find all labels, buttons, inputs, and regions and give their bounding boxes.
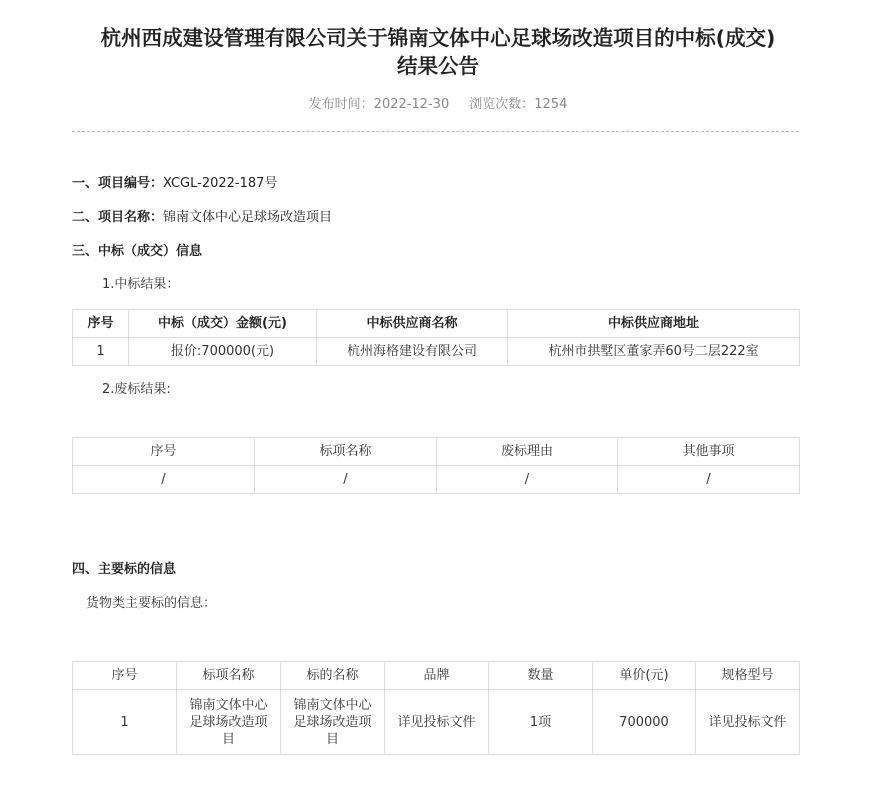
page-title [60, 24, 816, 80]
goods-col-no: 序号 [73, 662, 177, 690]
project-number-label: 一、项目编号： [72, 176, 164, 191]
void-col-other: 其他事项 [618, 438, 800, 466]
award-table-header [73, 310, 800, 338]
goods-col-item: 标项名称 [177, 662, 281, 690]
award-result-label: 1.中标结果： [102, 277, 180, 292]
goods-col-spec: 规格型号 [696, 662, 800, 690]
goods-intro: 货物类主要标的信息： [86, 596, 217, 611]
goods-col-brand: 品牌 [385, 662, 489, 690]
project-name-value: 锦南文体中心足球场改造项目 [163, 210, 333, 225]
title-line-1: 杭州西成建设管理有限公司关于锦南文体中心足球场改造项目的中标(成交) [100, 26, 776, 50]
award-no-cell: 1 [73, 338, 129, 366]
goods-spec-cell: 详见投标文件 [696, 690, 800, 755]
publish-label: 发布时间： [308, 97, 374, 112]
void-no-cell: / [73, 466, 255, 494]
goods-item-cell: 锦南文体中心足球场改造项目 [177, 690, 281, 755]
void-reason-cell: / [437, 466, 618, 494]
void-col-no: 序号 [73, 438, 255, 466]
award-supplier-cell: 杭州海格建设有限公司 [317, 338, 508, 366]
goods-qty-cell: 1项 [489, 690, 593, 755]
award-address-cell: 杭州市拱墅区董家弄60号二层222室 [508, 338, 800, 366]
award-col-address: 中标供应商地址 [508, 310, 800, 338]
views-label: 浏览次数： [469, 97, 535, 112]
goods-table-header [73, 662, 800, 690]
award-col-amount: 中标（成交）金额(元) [129, 310, 317, 338]
void-item-cell: / [255, 466, 437, 494]
goods-subject-cell: 锦南文体中心足球场改造项目 [281, 690, 385, 755]
goods-col-subject: 标的名称 [281, 662, 385, 690]
views-count: 1254 [534, 97, 568, 112]
title-line-2: 结果公告 [397, 54, 479, 78]
project-name-label: 二、项目名称： [72, 210, 164, 225]
article-meta [0, 96, 876, 114]
publish-date: 2022-12-30 [373, 97, 450, 112]
award-col-supplier: 中标供应商名称 [317, 310, 508, 338]
award-info-heading: 三、中标（成交）信息 [72, 244, 203, 259]
header-divider [72, 131, 799, 132]
void-other-cell: / [618, 466, 800, 494]
project-name [72, 209, 332, 227]
table-row [73, 466, 800, 494]
project-number-value: XCGL-2022-187号 [163, 176, 278, 191]
project-number [72, 175, 277, 193]
main-items-heading: 四、主要标的信息 [72, 562, 177, 577]
table-row [73, 338, 800, 366]
goods-price-cell: 700000 [593, 690, 696, 755]
goods-col-price: 单价(元) [593, 662, 696, 690]
table-row [73, 690, 800, 755]
award-table [72, 309, 800, 366]
award-amount-cell: 报价:700000(元) [129, 338, 317, 366]
goods-brand-cell: 详见投标文件 [385, 690, 489, 755]
void-col-reason: 废标理由 [437, 438, 618, 466]
goods-no-cell: 1 [73, 690, 177, 755]
goods-col-qty: 数量 [489, 662, 593, 690]
award-col-no: 序号 [73, 310, 129, 338]
goods-table [72, 661, 800, 755]
void-result-label: 2.废标结果: [102, 382, 171, 397]
void-col-item: 标项名称 [255, 438, 437, 466]
void-table-header [73, 438, 800, 466]
void-table [72, 437, 800, 494]
